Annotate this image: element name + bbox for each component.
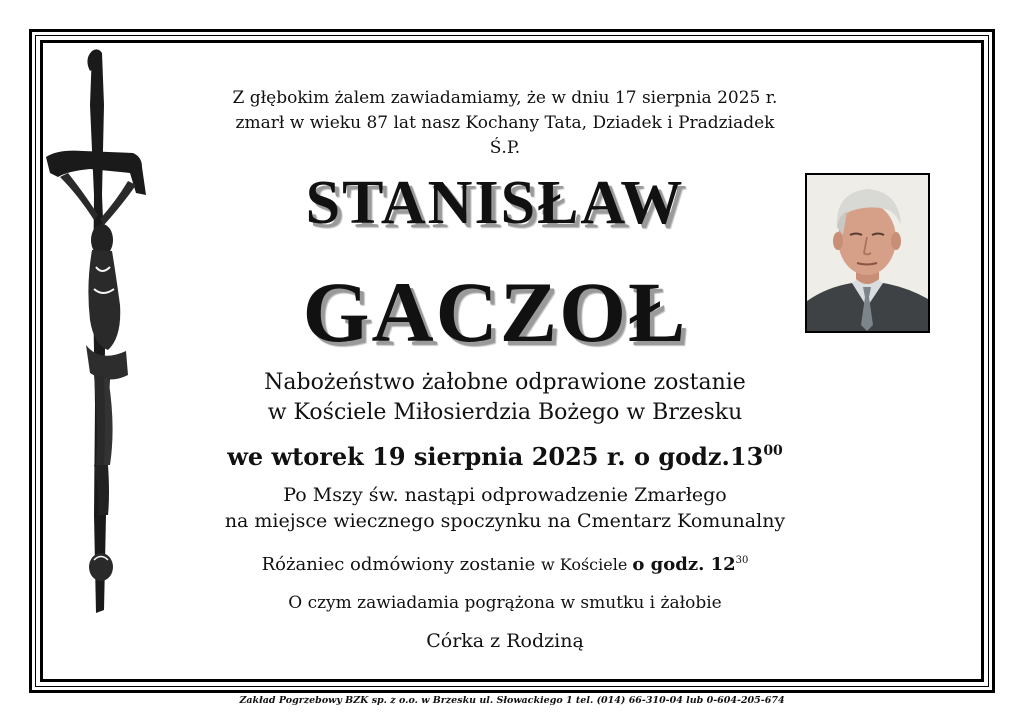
rosary-info xyxy=(160,548,850,578)
service-time-minutes: 00 xyxy=(763,443,783,459)
intro-line-2: zmarł w wieku 87 lat nasz Kochany Tata, Dziadek i Pradziadek xyxy=(235,113,775,133)
burial-line-1: Po Mszy św. nastąpi odprowadzenie Zmarłego xyxy=(283,484,727,506)
rosary-time: o godz. 12 xyxy=(632,554,736,575)
service-date xyxy=(160,434,850,474)
deceased-first-name: STANISŁAW xyxy=(305,169,685,237)
rosary-place: w Kościele xyxy=(541,555,633,574)
mourning-text: O czym zawiadamia pogrążona w smutku i żałobie xyxy=(288,593,722,613)
deceased-last-name: GACZOŁ xyxy=(302,264,688,360)
rosary-text: Różaniec odmówiony zostanie xyxy=(261,554,542,575)
service-line-2: w Kościele Miłosierdzia Bożego w Brzesku xyxy=(267,400,743,425)
intro-text xyxy=(160,86,850,161)
deceased-photo xyxy=(805,173,930,333)
service-info xyxy=(160,368,850,428)
signature: Córka z Rodziną xyxy=(426,630,584,652)
service-line-1: Nabożeństwo żałobne odprawione zostanie xyxy=(264,370,746,395)
crucifix-icon xyxy=(38,45,153,620)
rosary-time-minutes: 30 xyxy=(735,555,749,566)
funeral-home-footer: Zakład Pogrzebowy BZK sp. z o.o. w Brzesku ul. Słowackiego 1 tel. (014) 66-310-04 lub 0-604-205-674 xyxy=(239,695,785,706)
intro-line-1: Z głębokim żalem zawiadamiamy, że w dniu 17 sierpnia 2025 r. xyxy=(232,88,778,108)
burial-info xyxy=(160,482,850,534)
service-date-text: we wtorek 19 sierpnia 2025 r. o godz.13 xyxy=(227,442,764,471)
burial-line-2: na miejsce wiecznego spoczynku na Cmentarz Komunalny xyxy=(224,510,786,532)
intro-line-3: Ś.P. xyxy=(489,138,521,158)
portrait-icon xyxy=(807,175,928,331)
